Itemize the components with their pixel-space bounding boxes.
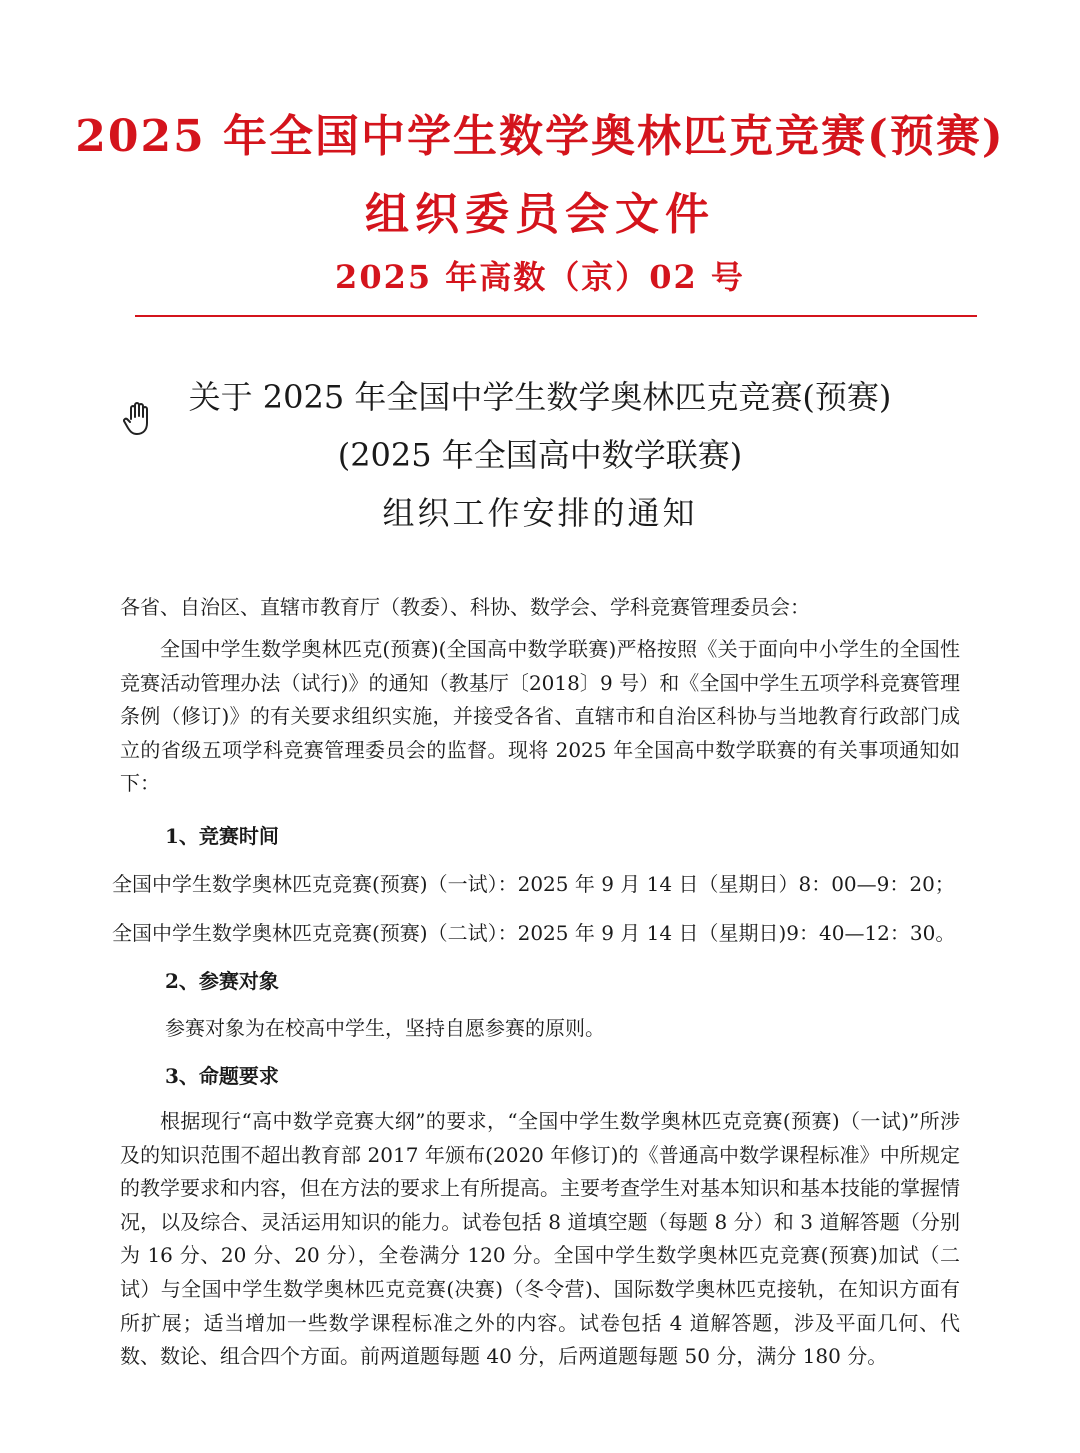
exam-time-first-round: 全国中学生数学奥林匹克竞赛(预赛)（一试）：2025 年 9 月 14 日（星期日）8：00—9：20； bbox=[112, 872, 955, 896]
participants-text: 参赛对象为在校高中学生，坚持自愿参赛的原则。 bbox=[165, 1016, 605, 1040]
notice-title-line1: 关于 2025 年全国中学生数学奥林匹克竞赛(预赛) bbox=[188, 378, 892, 416]
section-heading-time: 1、竞赛时间 bbox=[165, 824, 279, 848]
header-title-line2: 组织委员会文件 bbox=[365, 189, 715, 240]
header-divider bbox=[135, 315, 977, 317]
header-title-line1: 2025 年全国中学生数学奥林匹克竞赛(预赛) bbox=[75, 111, 1005, 162]
notice-title-line2: (2025 年全国高中数学联赛) bbox=[337, 436, 743, 474]
notice-title-line3: 组织工作安排的通知 bbox=[382, 494, 698, 532]
section-heading-participants: 2、参赛对象 bbox=[165, 969, 279, 993]
requirements-paragraph: 根据现行“高中数学竞赛大纲”的要求，“全国中学生数学奥林匹克竞赛(预赛)（一试)”所涉及的知识范围不超出教育部 2017 年颁布(2020 年修订)的《普通高中数学课程标准》中所规定的教学要求和内容，但在方法的要求上有所提高。主要考查学生对基本知识和基本技能的掌握情况，以及综合、灵活运用知识的能力。试卷包括 8 道填空题（每题 8 分）和 3 道解答题（分别为 16 分、20 分、20 分），全卷满分 120 分。全国中学生数学奥林匹克竞赛(预赛)加试（二试）与全国中学生数学奥林匹克竞赛(决赛)（冬令营)、国际数学奥林匹克接轨，在知识方面有所扩展；适当增加一些数学课程标准之外的内容。试卷包括 4 道解答题，涉及平面几何、代数、数论、组合四个方面。前两道题每题 40 分，后两道题每题 50 分，满分 180 分。 bbox=[120, 1109, 960, 1369]
document-number: 2025 年高数（京）02 号 bbox=[335, 258, 745, 296]
exam-time-second-round: 全国中学生数学奥林匹克竞赛(预赛)（二试）：2025 年 9 月 14 日（星期日)9：40—12：30。 bbox=[112, 921, 956, 945]
section-heading-requirements: 3、命题要求 bbox=[165, 1064, 279, 1088]
intro-paragraph: 全国中学生数学奥林匹克(预赛)(全国高中数学联赛)严格按照《关于面向中小学生的全国性竞赛活动管理办法（试行)》的通知（教基厅〔2018〕9 号）和《全国中学生五项学科竞赛管理条例（修订)》的有关要求组织实施，并接受各省、直辖市和自治区科协与当地教育行政部门成立的省级五项学科竞赛管理委员会的监督。现将 2025 年全国高中数学联赛的有关事项通知如下： bbox=[120, 637, 960, 796]
addressee: 各省、自治区、直辖市教育厅（教委）、科协、数学会、学科竞赛管理委员会： bbox=[120, 595, 810, 619]
